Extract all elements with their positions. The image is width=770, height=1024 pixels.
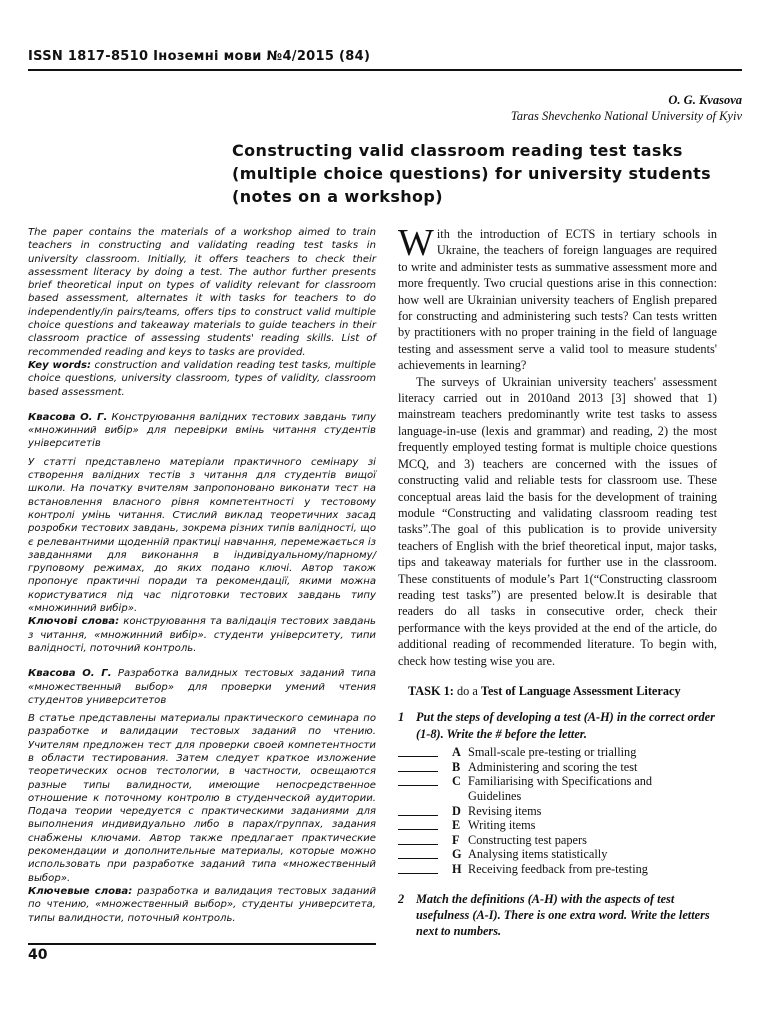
answer-blank[interactable] xyxy=(398,804,438,816)
abstract-uk-title: Конструювання валідних тестових завдань типу «множинний вибір» для перевірки вмінь читання студентів університетів xyxy=(28,411,376,450)
option-letter: C xyxy=(452,774,461,789)
option-letter xyxy=(452,789,468,804)
abstract-ru-title: Разработка валидных тестовых заданий типа «множественный выбор» для проверки умений чтения студентов университетов xyxy=(28,668,376,706)
drop-cap: W xyxy=(398,222,434,264)
title-line-2: (multiple choice questions) for university students xyxy=(232,164,712,183)
question-2 xyxy=(398,891,717,940)
option-text: Revising items xyxy=(468,803,542,818)
option-letter: G xyxy=(452,847,462,862)
keywords-uk-label: Ключові слова: xyxy=(28,616,120,628)
option-text: Constructing test papers xyxy=(468,832,587,847)
abstract-ru: В статье представлены материалы практического семинара по разработке и валидации тестовых заданий по чтению. Учителям предложен тест для проверки своей компетентности в области тестирования. Затем следует краткое изложение теоретических основ тестологии, в частности, освещаются разные типы валидности, имеющие непосредственное отношение к поточному контролю в студенческой аудитории. Подача теории чередуется с практическими заданиями для выполнения индивидуально либо в парах/группах, задания снабжены ключами. Автор также предлагает практические рекомендации и дополнительные материалы, которые можно использовать при разработке заданий типа «множественный выбор». xyxy=(28,713,376,884)
answer-blank[interactable] xyxy=(398,833,438,845)
keywords-uk-text: конструювання та валідація тестових завдань з читання, «множинний вибір». студенти університету, типи валідності, поточний контроль. xyxy=(28,616,376,654)
option-b xyxy=(398,760,717,775)
option-text: Writing items xyxy=(468,818,536,833)
answer-blank[interactable] xyxy=(398,745,438,757)
answer-blank[interactable] xyxy=(398,818,438,830)
option-g xyxy=(398,847,717,862)
option-letter: F xyxy=(452,832,460,847)
journal-header: ISSN 1817-8510 Іноземні мови №4/2015 (84) xyxy=(28,49,371,64)
abstract-en: The paper contains the materials of a workshop aimed to train teachers in constructing and validating reading test tasks in university classroom. Initially, it offers teachers to check their assessment literacy by doing a test. The author further presents brief theoretical input on types of validity relevant for classroom based assessment, alternates it with tasks for teachers to do independently/in pairs/teams, offers tips to construct valid multiple choice questions and takeaway materials to guide teachers in their classroom practice of assessing students' reading skills. List of recommended reading and keys to tasks are provided. xyxy=(28,227,376,358)
survey-paragraph: The surveys of Ukrainian university teachers' assessment literacy carried out in 2010and 2013 [3] showed that 1) mainstream teachers predominantly write test tasks to assess language-in-use (lexis and grammar) and reading, 2) the most frequently employed testing format is multiple choice questions MCQ, and 3) teachers are concerned with the issues of constructing valid and reliable tests for classroom use. These conceptual areas laid the basis for the development of training module “Constructing and validating classroom reading test tasks”.The goal of this publication is to provide university teachers of English with the brief theoretical input, major tasks, tips and takeaway materials for further use in the classroom. These constituents of module’s Part 1(“Constructing classroom reading test tasks”) are presented below.It is desirable that readers do all tasks in consecutive order, check their performance with the keys provided at the end of the article, do additional reading of recommended literature. To begin with, check how testing wise you are. xyxy=(398,374,717,668)
task-heading xyxy=(398,683,717,699)
answer-blank[interactable] xyxy=(398,760,438,772)
option-letter: D xyxy=(452,803,461,818)
question-2-number: 2 xyxy=(398,891,405,906)
option-f xyxy=(398,833,717,848)
abstract-uk-author: Квасова О. Г. xyxy=(28,411,108,423)
question-1-text: Put the steps of developing a test (A-H) in the correct order (1-8). Write the # before the letter. xyxy=(416,710,715,741)
keywords-ru-label: Ключевые слова: xyxy=(28,885,133,897)
option-a xyxy=(398,745,717,760)
author-affiliation: Taras Shevchenko National University of Kyiv xyxy=(510,109,742,123)
option-d xyxy=(398,804,717,819)
question-2-text: Match the definitions (A-H) with the aspects of test usefulness (A-I). There is one extra word. Write the letters next to numbers. xyxy=(416,891,710,939)
header-rule xyxy=(28,69,742,71)
question-1 xyxy=(398,709,717,742)
question-1-number: 1 xyxy=(398,710,405,725)
answer-blank[interactable] xyxy=(398,862,438,874)
option-text: Guidelines xyxy=(468,788,522,803)
title-line-1: Constructing valid classroom reading test tasks xyxy=(232,141,683,160)
article-title xyxy=(232,139,752,208)
task-do-text: do a xyxy=(453,683,481,698)
keywords-ru-text: разработка и валидация тестовых заданий по чтению, «множественный выбор», студенты университета, типы валидности, поточный контроль. xyxy=(28,885,376,924)
abstract-ru-heading xyxy=(28,667,376,707)
option-text: Receiving feedback from pre-testing xyxy=(468,861,648,876)
author-name: O. G. Kvasova xyxy=(668,93,742,107)
abstract-uk: У статті представлено матеріали практичного семінару зі створення валідних тестів з читання для студентів вищої школи. На початку вчителям запропоновано виконати тест на встановлення власного рівня компетентності у тестовому контролі умінь читання. Стислий виклад теоретичних засад розробки тестових завдань, зокрема різних типів валідності, що є релевантними щоденній практиці навчання, перемежається із завданнями для виконання в індивідуальному/парному/груповому режимах, до яких подано ключі. Автор також пропонує практичні поради та рекомендації, якими можна користуватися під час підготовки тестових завдань типу «множинний вибір». xyxy=(28,456,376,615)
abstract-uk-heading xyxy=(28,411,376,451)
keywords-uk xyxy=(28,615,376,655)
keywords-en-text: construction and validation reading test tasks, multiple choice questions, university classroom, types of validity, classroom based assessment. xyxy=(28,359,376,398)
abstracts-column xyxy=(28,226,376,925)
footer-rule xyxy=(28,943,376,945)
option-text: Familiarising with Specifications and xyxy=(468,774,653,789)
keywords-en-label: Key words: xyxy=(28,359,92,371)
author-block xyxy=(511,92,742,124)
option-text: Small-scale pre-testing or trialling xyxy=(468,745,637,760)
task-label: TASK 1: xyxy=(408,683,454,698)
option-letter: H xyxy=(452,861,462,876)
option-letter: A xyxy=(452,745,461,760)
keywords-en xyxy=(28,359,376,399)
keywords-ru xyxy=(28,885,376,925)
answer-blank[interactable] xyxy=(398,774,438,786)
option-h xyxy=(398,862,717,877)
option-c-continued xyxy=(398,789,717,804)
intro-text: ith the introduction of ECTS in tertiary schools in Ukraine, the teachers of foreign languages are required to write and administer tests as summative assessment more and more frequently. Two crucial questions arise in this connection: how well are Ukrainian university teachers of English prepared for constructing and administering such tests? Can tests written by practitioners with no proper training in the field of language testing and assessment serve a valid tool to measure students' achievements in learning? xyxy=(398,227,717,373)
option-text: Analysing items statistically xyxy=(468,847,608,862)
title-line-3: (notes on a workshop) xyxy=(232,187,443,206)
answer-blank[interactable] xyxy=(398,847,438,859)
option-letter: B xyxy=(452,759,461,774)
option-letter: E xyxy=(452,818,461,833)
option-c xyxy=(398,774,717,789)
abstract-ru-author: Квасова О. Г. xyxy=(28,668,112,680)
option-e xyxy=(398,818,717,833)
intro-paragraph xyxy=(398,222,717,374)
option-text: Administering and scoring the test xyxy=(468,759,638,774)
main-text-column xyxy=(398,222,717,940)
page-number: 40 xyxy=(28,947,48,963)
task-name: Test of Language Assessment Literacy xyxy=(480,683,681,698)
